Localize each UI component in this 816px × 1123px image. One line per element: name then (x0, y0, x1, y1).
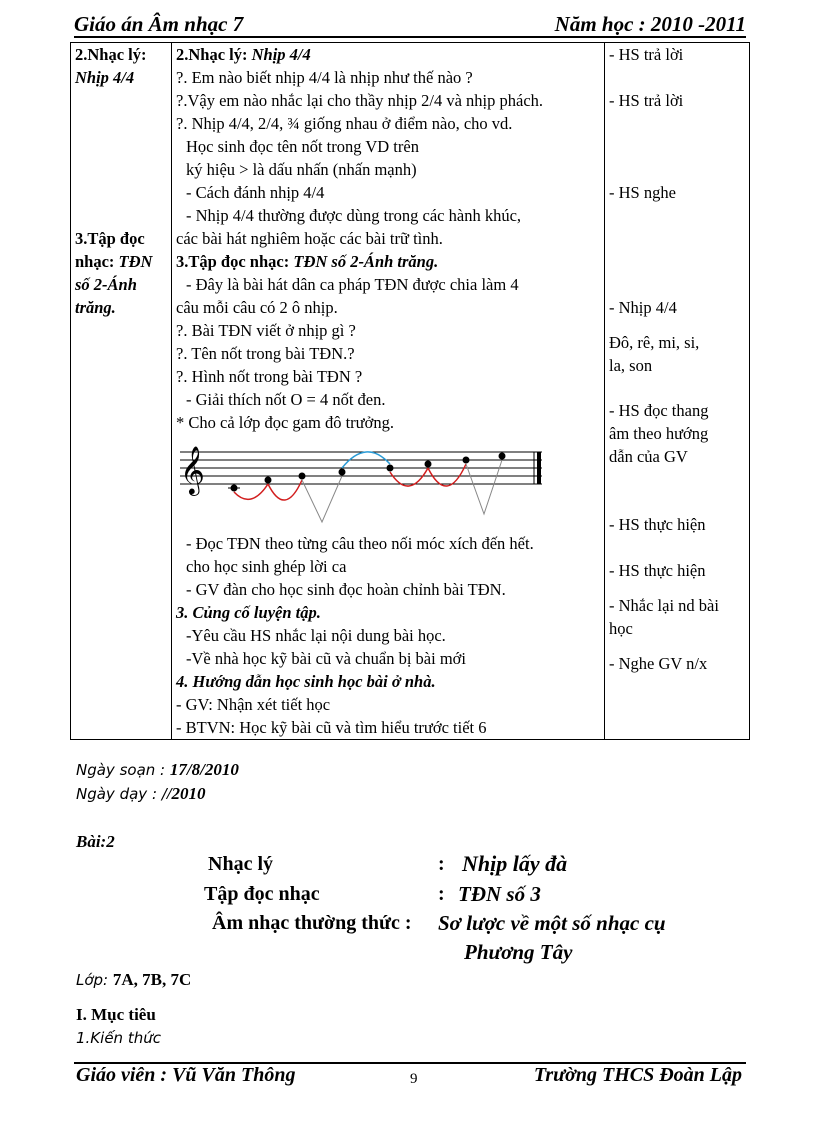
text-line: - GV đàn cho học sinh đọc hoàn chỉnh bài TĐN. (186, 580, 506, 599)
nhac-ly-heading: 2.Nhạc lý: (75, 45, 147, 64)
topic-key-3: Âm nhạc thường thức : (212, 912, 412, 934)
text-line: Học sinh đọc tên nốt trong VD trên (186, 137, 419, 156)
header-subject: Giáo án Âm nhạc 7 (74, 12, 244, 36)
student-activity: học (609, 619, 633, 638)
c-major-scale-staff (176, 434, 600, 532)
student-activity: Đô, rê, mi, si, (609, 333, 700, 352)
nhac-ly-subheading: Nhịp 4/4 (75, 68, 135, 87)
topic-value-3-cont: Phương Tây (464, 940, 573, 964)
student-activity: - Nghe GV n/x (609, 654, 708, 673)
text-line: ?. Nhịp 4/4, 2/4, ¾ giống nhau ở điểm nào, cho vd. (176, 114, 513, 133)
treble-clef-icon: 𝄞 (180, 445, 205, 494)
section-muc-tieu: I. Mục tiêu (76, 1005, 156, 1024)
page-footer (74, 1062, 746, 1094)
topic-colon-1: : (438, 853, 445, 875)
student-activity: - HS thực hiện (609, 561, 706, 580)
text-line: - Cách đánh nhịp 4/4 (186, 183, 325, 202)
student-activity: - HS nghe (609, 183, 676, 202)
text-line: các bài hát nghiêm hoặc các bài trữ tình. (176, 229, 443, 248)
section-cung-co-title: 3. Củng cố luyện tập. (176, 603, 321, 622)
topic-key-1: Nhạc lý (208, 853, 273, 875)
content-column (71, 43, 172, 740)
student-activity: dẫn của GV (609, 447, 688, 466)
text-line: ?.Vậy em nào nhắc lại cho thầy nhịp 2/4 và nhịp phách. (176, 91, 544, 110)
ngay-day: Ngày dạy : //2010 (76, 784, 206, 803)
student-activity: - HS đọc thang (609, 401, 709, 420)
tap-doc-heading-3: số 2-Ánh (75, 275, 137, 294)
section-huong-dan-title: 4. Hướng dẫn học sinh học bài ở nhà. (176, 672, 436, 691)
text-line: -Về nhà học kỹ bài cũ và chuẩn bị bài mới (186, 649, 466, 668)
topic-colon-2: : (438, 883, 445, 905)
text-line: ?. Hình nốt trong bài TĐN ? (176, 367, 363, 386)
header-school-year: Năm học : 2010 -2011 (554, 12, 746, 36)
topic-value-1: Nhịp lấy đà (462, 851, 568, 876)
tap-doc-heading-2: nhạc: TĐN (75, 252, 153, 271)
text-line: - Giải thích nốt O = 4 nốt đen. (186, 390, 386, 409)
section-tap-doc-title: 3.Tập đọc nhạc: TĐN số 2-Ánh trăng. (176, 252, 439, 271)
student-activity: - HS trả lời (609, 45, 684, 64)
topic-value-2: TĐN số 3 (458, 882, 541, 906)
lesson-table (70, 42, 750, 740)
tap-doc-heading-1: 3.Tập đọc (75, 229, 145, 248)
student-activity: - Nhịp 4/4 (609, 298, 677, 317)
text-line: * Cho cả lớp đọc gam đô trưởng. (176, 413, 394, 432)
student-column (605, 43, 750, 740)
subsection-kien-thuc: 1.Kiến thức (76, 1029, 161, 1047)
class-list: Lớp: 7A, 7B, 7C (76, 970, 192, 989)
text-line: ?. Em nào biết nhịp 4/4 là nhịp như thế nào ? (176, 68, 473, 87)
text-line: - Đây là bài hát dân ca pháp TĐN được chia làm 4 (186, 275, 519, 294)
student-activity: - HS thực hiện (609, 515, 706, 534)
section-nhac-ly-title: 2.Nhạc lý: Nhịp 4/4 (176, 45, 311, 64)
tap-doc-heading-4: trăng. (75, 298, 116, 317)
student-activity: la, son (609, 356, 653, 375)
text-line: ?. Tên nốt trong bài TĐN.? (176, 344, 355, 363)
text-line: ?. Bài TĐN viết ở nhịp gì ? (176, 321, 356, 340)
student-activity: - HS trả lời (609, 91, 684, 110)
activity-column (172, 43, 605, 740)
text-line: - BTVN: Học kỹ bài cũ và tìm hiểu trước tiết 6 (176, 718, 487, 737)
ngay-soan: Ngày soạn : 17/8/2010 (76, 760, 239, 779)
page-header (74, 10, 746, 38)
text-line: ký hiệu > là dấu nhấn (nhấn mạnh) (186, 160, 417, 179)
lesson-number: Bài:2 (76, 832, 115, 851)
text-line: cho học sinh ghép lời ca (186, 557, 347, 576)
footer-school: Trường THCS Đoàn Lập (533, 1064, 742, 1086)
student-activity: - Nhắc lại nd bài (609, 596, 719, 615)
footer-teacher: Giáo viên : Vũ Văn Thông (76, 1064, 296, 1086)
text-line: - GV: Nhận xét tiết học (176, 695, 331, 714)
topic-key-2: Tập đọc nhạc (204, 883, 320, 905)
text-line: - Đọc TĐN theo từng câu theo nối móc xích đến hết. (186, 534, 534, 553)
text-line: câu mỗi câu có 2 ô nhịp. (176, 298, 338, 317)
music-staff-image (176, 434, 546, 532)
text-line: - Nhịp 4/4 thường được dùng trong các hành khúc, (186, 206, 522, 225)
student-activity: âm theo hướng (609, 424, 709, 443)
page-number: 9 (410, 1071, 418, 1087)
text-line: -Yêu cầu HS nhắc lại nội dung bài học. (186, 626, 446, 645)
topic-value-3: Sơ lược về một số nhạc cụ (438, 911, 666, 935)
